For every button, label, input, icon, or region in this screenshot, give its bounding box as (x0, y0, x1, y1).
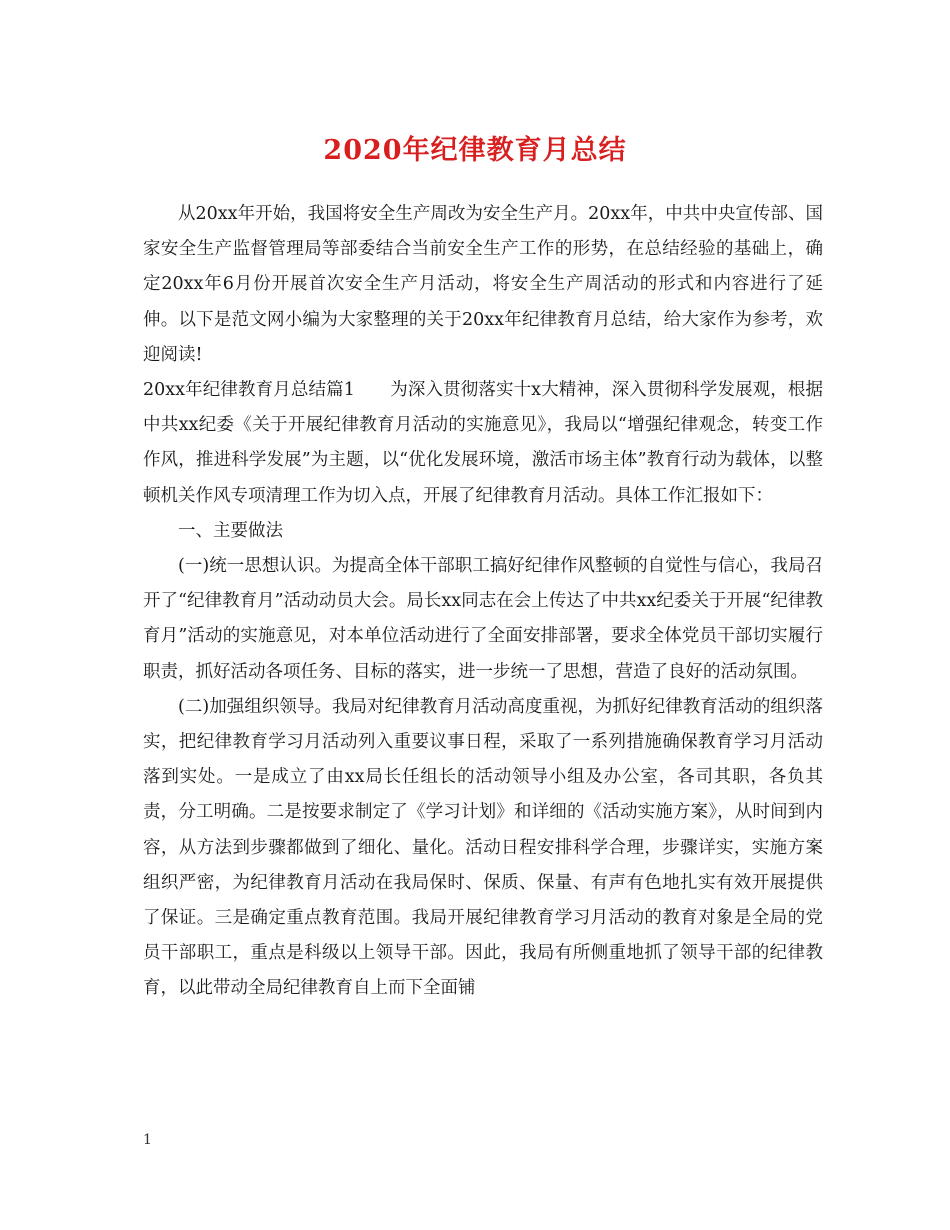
document-body (143, 197, 823, 1007)
paragraph-unify-thinking: (一)统一思想认识。为提高全体干部职工搞好纪律作风整顿的自觉性与信心，我局召开了“纪律教育月”活动动员大会。局长xx同志在会上传达了中共xx纪委关于开展“纪律教育月”活动的实施意见，对本单位活动进行了全面安排部署，要求全体党员干部切实履行职责，抓好活动各项任务、目标的落实，进一步统一了思想，营造了良好的活动氛围。 (143, 556, 823, 682)
paragraph-strengthen-leadership: (二)加强组织领导。我局对纪律教育月活动高度重视，为抓好纪律教育活动的组织落实，把纪律教育学习月活动列入重要议事日程，采取了一系列措施确保教育学习月活动落到实处。一是成立了由xx局长任组长的活动领导小组及办公室，各司其职，各负其责，分工明确。二是按要求制定了《学习计划》和详细的《活动实施方案》，从时间到内容，从方法到步骤都做到了细化、量化。活动日程安排科学合理，步骤详实，实施方案组织严密，为纪律教育月活动在我局保时、保质、保量、有声有色地扎实有效开展提供了保证。三是确定重点教育范围。我局开展纪律教育学习月活动的教育对象是全局的党员干部职工，重点是科级以上领导干部。因此，我局有所侧重地抓了领导干部的纪律教育，以此带动全局纪律教育自上而下全面铺 (143, 696, 823, 999)
paragraph-intro: 从20xx年开始，我国将安全生产周改为安全生产月。20xx年，中共中央宣传部、国家安全生产监督管理局等部委结合当前安全生产工作的形势，在总结经验的基础上，确定20xx年6月份开展首次安全生产月活动，将安全生产周活动的形式和内容进行了延伸。以下是范文网小编为大家整理的关于20xx年纪律教育月总结，给大家作为参考，欢迎阅读! (143, 204, 823, 365)
page-number: 1 (143, 1132, 152, 1148)
paragraph-section-1: 20xx年纪律教育月总结篇1 为深入贯彻落实十x大精神，深入贯彻科学发展观，根据中共xx纪委《关于开展纪律教育月活动的实施意见》，我局以“增强纪律观念，转变工作作风，推进科学发展”为主题，以“优化发展环境，激活市场主体”教育行动为载体，以整顿机关作风专项清理工作为切入点，开展了纪律教育月活动。具体工作汇报如下： (143, 380, 823, 506)
document-title: 2020年纪律教育月总结 (323, 135, 627, 166)
heading-main-practices: 一、主要做法 (178, 520, 283, 541)
